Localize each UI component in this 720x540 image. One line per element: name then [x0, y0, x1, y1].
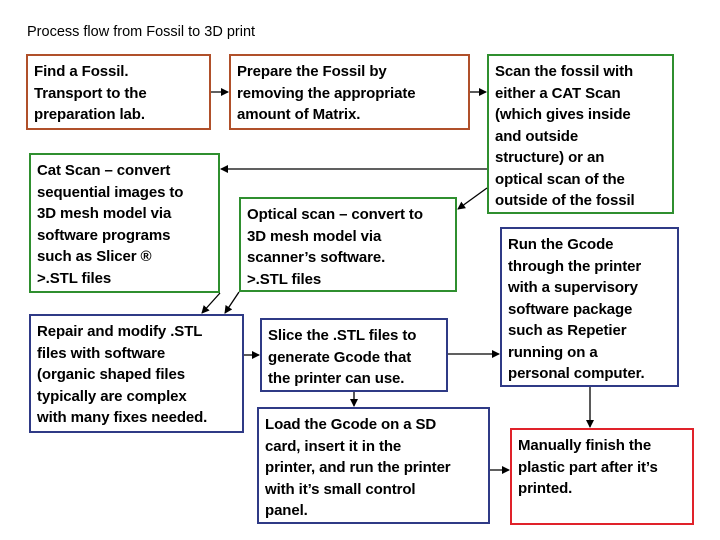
step-load-gcode: Load the Gcode on a SD card, insert it in the printer, and run the printer with it’s small control panel.	[257, 407, 490, 524]
arrow-scan-to-optical	[458, 188, 487, 209]
arrow-optical-to-repair	[225, 292, 239, 313]
step-find-fossil: Find a Fossil. Transport to the preparation lab.	[26, 54, 211, 130]
step-optical-scan-convert: Optical scan – convert to 3D mesh model via scanner’s software. >.STL files	[239, 197, 457, 292]
step-prepare-fossil: Prepare the Fossil by removing the appropriate amount of Matrix.	[229, 54, 470, 130]
step-run-gcode: Run the Gcode through the printer with a supervisory software package such as Repetier running on a personal computer.	[500, 227, 679, 387]
diagram-title: Process flow from Fossil to 3D print	[27, 24, 256, 40]
step-cat-scan-convert: Cat Scan – convert sequential images to 3D mesh model via software programs such as Slicer ® >.STL files	[29, 153, 220, 293]
step-slice-stl: Slice the .STL files to generate Gcode that the printer can use.	[260, 318, 448, 392]
step-manual-finish: Manually finish the plastic part after it’s printed.	[510, 428, 694, 525]
arrow-catscan-to-repair	[202, 293, 220, 313]
step-scan-fossil: Scan the fossil with either a CAT Scan (which gives inside and outside structure) or an optical scan of the outside of the fossil	[487, 54, 674, 214]
step-repair-stl: Repair and modify .STL files with software (organic shaped files typically are complex with many fixes needed.	[29, 314, 244, 433]
